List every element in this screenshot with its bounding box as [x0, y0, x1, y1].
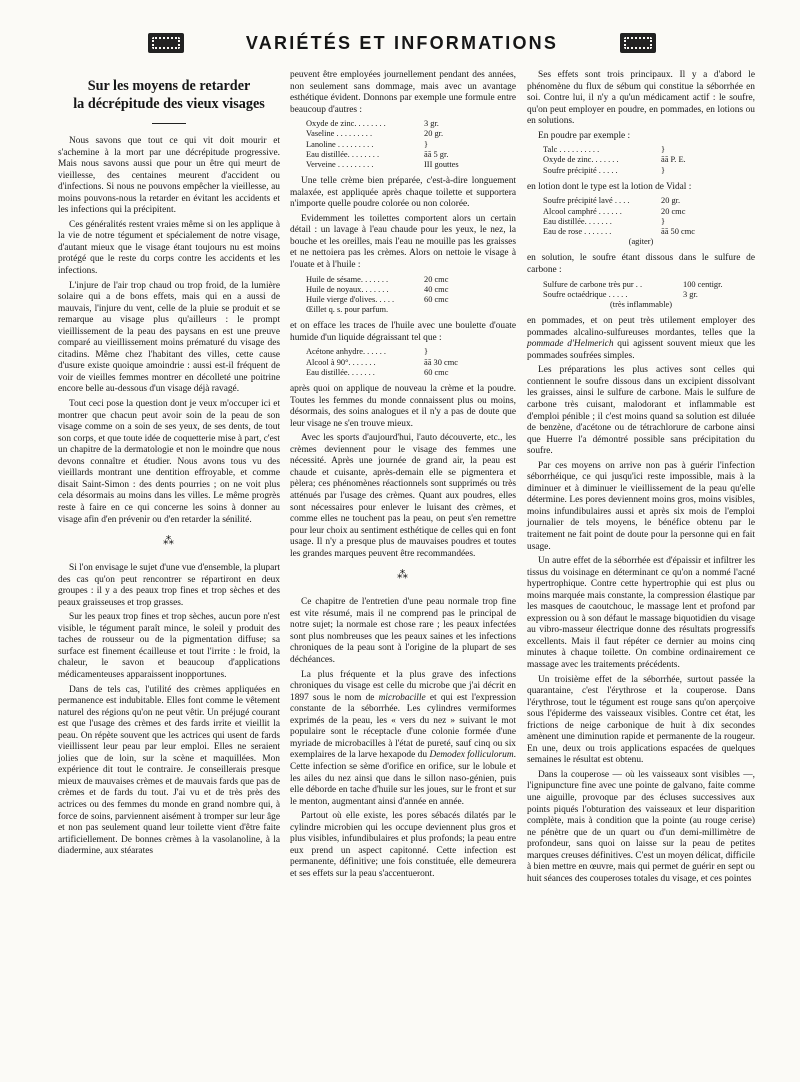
ingredient: Lanoline . . . . . . . . .: [306, 139, 374, 149]
column-2: [290, 70, 516, 883]
paragraph: et on efface les traces de l'huile avec une boulette d'ouate humide d'un liquide dégraissant tel que :: [290, 321, 516, 343]
paragraph: Si l'on envisage le sujet d'une vue d'ensemble, la plupart des cas qu'on peut rencontrer se répartiront en deux groupes : il y a des peaux trop fines et trop sèches et des peaux graisseuses et trop grasses.: [58, 563, 280, 608]
quantity: 60 cmc: [424, 294, 449, 304]
recipe-powder: Talc . . . . . . . . . . } Oxyde de zinc. . . . . . . āā P. E. Soufre précipité . . . . . }: [543, 145, 686, 175]
recipe-note: (agiter): [628, 237, 654, 247]
paragraph: Sur les peaux trop fines et trop sèches, aucun pore n'est visible, le tégument paraît mince, le soleil y produit des taches de rousseur ou de la pigmentation diffuse; sa surface est finement écailleuse et tout l'irrite : le froid, la chaleur, le savon et beaucoup d'applications médicamenteuses apparaissent inopportunes.: [58, 612, 280, 680]
recipe-degreaser: Acétone anhydre. . . . . . } Alcool à 90°. . . . . . . āā 30 cmc Eau distillée. . . . . . . 60 cmc: [306, 347, 458, 377]
ingredient: Soufre octaédrique . . . . .: [543, 289, 628, 299]
paragraph: Un troisième effet de la séborrhée, surtout passée la quarantaine, c'est l'érythrose et la couperose. Dans l'érythrose, tout le tégument est rouge sans qu'on aperçoive sous l'épiderme des vaisseaux visibles. Contre cet état, les frictions de neige carbonique de huit à dix secondes amènent une diminution rapide et permanente de la rougeur. En une, deux ou trois applications espacées de quelques semaines le résultat est obtenu.: [527, 674, 755, 766]
paragraph: [527, 316, 755, 362]
ingredient: Eau distillée. . . . . . . .: [306, 149, 380, 159]
ornament-left-icon: [148, 33, 184, 53]
paragraph: [290, 670, 516, 809]
section-header: [148, 30, 656, 56]
paragraph: Dans la couperose — où les vaisseaux sont visibles —, l'ignipuncture fine avec une pointe de galvano, faite comme une aiguille, provoque par des écluses successives aux points piqués l'obturation des vaisseaux et leur disparition complète, mais à condition que la pointe (au rouge cerise) ne pénètre que de un quart ou d'un demi-millimètre de profondeur, sans quoi on laisse sur la peau de petites marques creuses définitives. C'est un moyen délicat, difficile à bien mettre en œuvre, mais qui permet de guérir en sept ou huit séances des couperoses totales du visage, et ces pointes: [527, 769, 755, 884]
recipe-oil: [306, 275, 516, 316]
paragraph: après quoi on applique de nouveau la crème et la poudre. Toutes les femmes du monde connaissent plus ou moins, désormais, des soins analogues et il n'y a pas de doute que leur visage ne s'en trouve mieux.: [290, 384, 516, 429]
quantity: 20 gr.: [661, 196, 681, 206]
column-1: [58, 72, 280, 861]
ingredient: Soufre précipité lavé . . . .: [543, 196, 630, 206]
ingredient: Eau distillée. . . . . . .: [543, 216, 612, 226]
quantity: āā 50 cmc: [661, 227, 695, 237]
text-run: et qui est l'expression constante de la séborrhée. Les cylindres vermiformes exprimés de la peau, les « vers du nez » suivant le mot populaire sont le réceptacle d'une colonie formée d'une myriade de microbacilles à l'état de pureté, sauf cinq ou six exemplaires de la larve hexapode du: [290, 692, 516, 761]
paragraph: Dans de tels cas, l'utilité des crèmes appliquées en permanence est indubitable. Elles font comme le vêtement naturel des régions qu'on ne peut vêtir. Un préjugé courant est que l'usage des crèmes et des fards irrite et vieillit la peau. On répète souvent que les actrices qui usent de fards vieillissent leur peau par leur emploi. Elles ne seraient jolies que de loin, sur la scène et maquillées. Mon expérience dit tout le contraire. Je conseillerais presque mieux de mauvaises crèmes et de mauvais fards que pas de crèmes et de fards du tout. J'ai vu et de très près des actrices ou des femmes du monde en grand nombre qui, à force de soins, parviennent aisément à tromper sur leur âge et non pas seulement quand leur toilette vient d'être faite artificiellement. De bonnes crèmes à la vasolanoline, à la diadermine, aux stéarates: [58, 684, 280, 857]
paragraph: Partout où elle existe, les pores sébacés dilatés par le cylindre microbien qui les occupe deviennent plus gros et plus visibles, infundibulaires et plus profonds; la peau entre eux prend un aspect capitonné. Cette infection est permanente, définitive; une fois constituée, elle demeurera et ses effets sur la peau s'accentueront.: [290, 811, 516, 879]
title-rule: [152, 123, 186, 124]
recipe-lotion: Soufre précipité lavé . . . . 20 gr. Alcool camphré . . . . . . 20 cmc Eau distillée. . . . . . . } Eau de rose . . . . . . . āā 50 cmc (agiter): [543, 196, 755, 247]
quantity: 20 gr.: [424, 129, 444, 139]
quantity: 20 cmc: [424, 274, 449, 284]
ingredient: Verveine . . . . . . . . .: [306, 160, 374, 169]
recipe-cream: Oxyde de zinc. . . . . . . . 3 gr. Vaseline . . . . . . . . . 20 gr. Lanoline . . . . . . . . . } Eau distillée. . . . . . . . āā 5 gr. Verveine . . . . . . . . . III gouttes: [306, 119, 459, 169]
column-3: [527, 70, 755, 888]
paragraph: en lotion dont le type est la lotion de Vidal :: [527, 181, 692, 192]
quantity: 20 cmc: [661, 206, 686, 216]
paragraph: Tout ceci pose la question dont je veux m'occuper ici et montrer que chacun peut avoir soin de la peau de son visage comme on a soin de ses yeux, de ses dents, de tout son corps, et que toute idée de coquetterie mise à part, c'est un chapitre de la dermatologie et non le moindre que nous devons connaître et étudier. Nous avons tous vu des vieillards montrant une dentition effroyable, et comme disait Saint-Simon : des dents pourries ; on ne voit plus cela désormais au moins dans les villes. Le même progrès reste à faire en ce qui concerne les soins à donner au visage afin d'en prévenir ou d'en retarder la sénilité.: [58, 399, 280, 525]
italic-term: Demodex folliculorum: [429, 750, 514, 761]
text-run: . Cette infection se sème d'orifice en orifice, sur le lobule et les ailes du nez ainsi que dans le sillon naso-génien, puis elle déborde en tache d'huile sur les joues, sur le front et sur le menton, augmentant ainsi d'année en année.: [290, 750, 516, 807]
ingredient: Huile de sésame. . . . . . .: [306, 274, 389, 284]
paragraph: L'injure de l'air trop chaud ou trop froid, de la lumière solaire qui a de bons effets, mais qui en a aussi de mauvais, l'injure du vent, celle de la pluie se produit et se remarque au visage plus qu'ailleurs : le prompt vieillissement de la peau des paysans en est une preuve comparé au vieillissement moins prématuré du visage des citadins. Même chez l'habitant des villes, cette cause d'usure existe quoique amoindrie : aussi est-il fréquent de voir de vieilles femmes montrer en décolleté une poitrine encore belle au-dessous d'un visage déjà ravagé.: [58, 280, 280, 395]
article-title-line-2: la décrépitude des vieux visages: [73, 95, 265, 112]
paragraph: Les préparations les plus actives sont celles qui contiennent le soufre dissous dans un excipient dissolvant les graisses, ainsi le sulfure de carbone. Mais le sulfure de carbone très cuisant, malodorant et inflammable est d'emploi pénible ; il c'est moins quand sa solution est diluée de benzène, d'acétone ou de tétrachlorure de carbone ainsi que Huerre l'a démontré possible sans précipitation du soufre.: [527, 365, 755, 457]
ingredient: Vaseline . . . . . . . . .: [306, 129, 373, 139]
paragraph: Avec les sports d'aujourd'hui, l'auto découverte, etc., les crèmes deviennent pour le visage des femmes une nécessité. Après une journée de grand air, la peau est chaude et cuisante, après-demain elle se pigmentera et pèlera; ces phénomènes réactionnels sont supprimés ou très atténués par l'usage des crèmes. Quant aux poudres, elles sont nécessaires pour enlever le luisant des crèmes, et comme elles ne touchent pas la peau, on peut s'en remettre pour leur choix au sentiment esthétique de celles qui en font usage. Il n'y a presque plus de mauvaises poudres et toutes les grandes marques peuvent être recommandées.: [290, 433, 516, 559]
paragraph: en solution, le soufre étant dissous dans le sulfure de carbone :: [527, 253, 755, 275]
quantity: 3 gr.: [683, 289, 698, 299]
quantity: 100 centigr.: [683, 279, 723, 289]
paragraph: Nous savons que tout ce qui vit doit mourir et s'achemine à la mort par une décrépitude progressive. Mais nous savons aussi que pour un être qui meurt de vieillesse, des centaines meurent d'accident ou d'infections. Si nous ne pouvons empêcher la vieillesse, au moins pouvons-nous la retarder en évitant les accidents et les infections qui la précipitent.: [58, 136, 280, 216]
italic-term: pommade d'Helmerich: [527, 339, 614, 350]
quantity: 40 cmc: [424, 284, 449, 294]
ingredient: Acétone anhydre. . . . . .: [306, 347, 387, 357]
article-title: [58, 78, 280, 113]
ingredient: Eau de rose . . . . . . .: [543, 227, 612, 237]
ingredient: Alcool camphré . . . . . .: [543, 206, 622, 216]
ingredient: Eau distillée. . . . . . .: [306, 367, 375, 377]
quantity: āā 5 gr.: [424, 149, 449, 159]
recipe-solution: [543, 280, 755, 311]
paragraph: Par ces moyens on arrive non pas à guérir l'infection séborrhéique, ce qui jusqu'ici reste impossible, mais à la diminuer et à diminuer le vieillissement de la peau qu'elle détermine. Les pores deviennent moins gros, moins visibles, moins infundibulaires aussi et après six mois de l'emploi journalier de tels moyens, le bénéfice obtenu par le traitement ne fait point de doute pour la personne qui en fait usage.: [527, 460, 755, 552]
ornament-right-icon: [620, 33, 656, 53]
paragraph: Un autre effet de la séborrhée est d'épaissir et infiltrer les tissus du voisinage en déterminant ce qu'on a nommé l'acné hypertrophique. Contre cette hypertrophie qui est plus ou moins marquée mais constante, la compression élastique par les masques de caoutchouc, le massage lent et profond par expression ou à son défaut le massage biquotidien du visage au vibro-masseur électrique donne des résultats progressifs excellents. Mais il faut répéter ce dernier au moins cinq minutes à chaque toilette. On combine ordinairement ce massage avec les traitements précédents.: [527, 556, 755, 671]
quantity: 60 cmc: [424, 367, 449, 377]
ingredient: Soufre précipité . . . . .: [543, 165, 618, 175]
text-run: La plus fréquente et la plus grave des infections chroniques du visage est celle du microbe que j'ai décrit en 1897 sous le nom de: [290, 669, 516, 703]
paragraph: Ce chapitre de l'entretien d'une peau normale trop fine est vite résumé, mais il ne comprend pas le principal de notre sujet; la normale est chose rare ; les peaux infectées sont plus nombreuses que les peaux saines et les infections chroniques de la peau sont à l'origine de la plupart de ses déchéances.: [290, 597, 516, 666]
ingredient: Oxyde de zinc. . . . . . .: [543, 155, 619, 165]
quantity: āā P. E.: [661, 155, 686, 165]
quantity: 3 gr.: [424, 119, 439, 129]
text-run: qui agissent souvent mieux que les pommades soufrées simples.: [527, 339, 756, 361]
section-separator: ⁂: [397, 569, 409, 582]
section-title: VARIÉTÉS ET INFORMATIONS: [245, 32, 559, 53]
ingredient: Œillet q. s. pour parfum.: [306, 305, 389, 315]
ingredient: Huile vierge d'olives. . . . .: [306, 294, 395, 304]
paragraph: Ces généralités restent vraies même si on les applique à la vie de notre tégument et spécialement de notre visage, d'autant mieux que le visage étant toujours nu est moins protégé que le reste du corps contre les accidents et les infections.: [58, 219, 280, 277]
ingredient: Oxyde de zinc. . . . . . . .: [306, 119, 386, 129]
ingredient: Sulfure de carbone très pur . .: [543, 279, 643, 289]
paragraph: peuvent être employées journellement pendant des années, non seulement sans dommage, mais avec un avantage esthétique évident. Donnons par exemple une formule entre beaucoup d'autres :: [290, 70, 516, 115]
quantity: III gouttes: [424, 160, 459, 169]
ingredient: Talc . . . . . . . . . .: [543, 145, 600, 155]
paragraph: Ses effets sont trois principaux. Il y a d'abord le phénomène du flux de sébum qui constitue la séborrhée en soi. Contre lui, il n'y a qu'un médicament actif : le soufre, qu'on peut employer en poudre, en pommades, en lotions ou en solutions.: [527, 70, 755, 127]
ingredient: Huile de noyaux. . . . . . .: [306, 284, 389, 294]
paragraph: En poudre par exemple :: [538, 130, 631, 141]
paragraph: Evidemment les toilettes comportent alors un certain détail : un lavage à l'eau chaude pour les yeux, le nez, la bouche et les oreilles, mais l'eau ne mouille pas les graisses et ne nettoiera pas les crèmes. Alors on nettoie le visage à l'ouate et à l'huile :: [290, 213, 516, 271]
italic-term: microbacille: [378, 692, 426, 703]
section-separator: ⁂: [163, 535, 175, 548]
ingredient: Alcool à 90°. . . . . . .: [306, 357, 376, 367]
recipe-note: (très inflammable): [609, 299, 673, 309]
article-title-line-1: Sur les moyens de retarder: [87, 78, 251, 94]
paragraph: Une telle crème bien préparée, c'est-à-dire longuement malaxée, est appliquée après chaque toilette et supportera n'importe quelle poudre colorée ou non colorée.: [290, 176, 516, 210]
text-run: en pommades, et on peut très utilement employer des pommades alcalino-sulfureuses mordantes, telles que la: [527, 316, 755, 338]
quantity: āā 30 cmc: [424, 357, 458, 367]
